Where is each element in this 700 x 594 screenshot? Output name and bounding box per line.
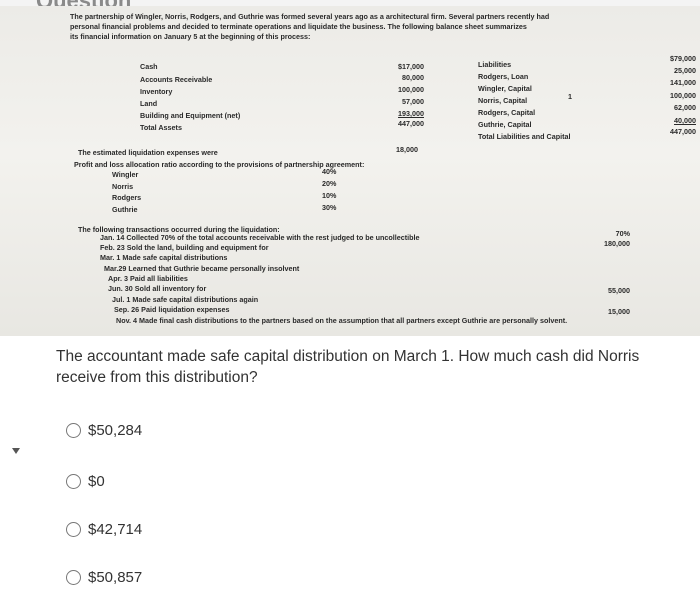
transaction-value-0: 70%: [615, 229, 630, 238]
liab-value-5: 40,000: [674, 116, 696, 125]
asset-label-5: Total Assets: [140, 123, 182, 132]
liab-label-1: Rodgers, Loan: [478, 72, 529, 81]
liab-label-4: Rodgers, Capital: [478, 108, 536, 117]
ratio-pct-2: 10%: [322, 191, 337, 200]
transactions-label: The following transactions occurred during the liquidation:: [78, 225, 280, 234]
liab-label-5: Guthrie, Capital: [478, 120, 532, 129]
ratio-name-0: Wingler: [112, 170, 139, 179]
transaction-value-1: 180,000: [604, 239, 630, 248]
liab-value-0: $79,000: [670, 54, 696, 63]
liab-label-0: Liabilities: [478, 60, 512, 69]
ratio-label: Profit and loss allocation ratio according to the provisions of partnership agreement:: [74, 160, 365, 169]
transaction-value-5: 55,000: [608, 286, 630, 295]
transaction-3: Mar.29 Learned that Guthrie became personally insolvent: [104, 264, 300, 273]
expenses-value: 18,000: [396, 145, 418, 154]
asset-label-0: Cash: [140, 62, 158, 71]
transaction-5: Jun. 30 Sold all inventory for: [108, 284, 207, 293]
intro-line-3: its financial information on January 5 at the beginning of this process:: [70, 32, 311, 41]
question-text: The accountant made safe capital distribution on March 1. How much cash did Norris receive from this distribution?: [56, 348, 640, 386]
radio-circle-icon[interactable]: [66, 570, 81, 585]
transaction-1: Feb. 23 Sold the land, building and equipment for: [100, 243, 269, 252]
ratio-pct-1: 20%: [322, 179, 337, 188]
intro-line-2: personal financial problems and decided to terminate operations and liquidate the business. The following balance sheet summarizes: [70, 22, 527, 31]
stray-mark: 1: [568, 92, 572, 101]
asset-value-2: 100,000: [398, 85, 424, 94]
expenses-label: The estimated liquidation expenses were: [78, 148, 218, 157]
radio-circle-icon[interactable]: [66, 522, 81, 537]
liab-value-4: 62,000: [674, 103, 696, 112]
liab-value-2: 141,000: [670, 78, 696, 87]
asset-value-3: 57,000: [402, 97, 424, 106]
choice-label: $50,284: [88, 422, 143, 439]
choice-label: $50,857: [88, 569, 143, 586]
transaction-8: Nov. 4 Made final cash distributions to the partners based on the assumption that all partners except Guthrie are personally solvent.: [116, 316, 568, 325]
liab-value-6: 447,000: [670, 127, 696, 136]
choice-label: $0: [88, 473, 105, 490]
problem-photo: [0, 6, 700, 336]
radio-circle-icon[interactable]: [66, 474, 81, 489]
asset-value-4: 193,000: [398, 109, 424, 118]
choice-1[interactable]: [66, 422, 142, 439]
asset-value-0: $17,000: [398, 62, 424, 71]
collapse-arrow-icon[interactable]: [12, 448, 20, 454]
ratio-name-3: Guthrie: [112, 205, 138, 214]
liab-value-1: 25,000: [674, 66, 696, 75]
ratio-pct-0: 40%: [322, 167, 337, 176]
asset-label-1: Accounts Receivable: [140, 75, 213, 84]
choice-2[interactable]: [66, 473, 105, 490]
intro-line-1: The partnership of Wingler, Norris, Rodgers, and Guthrie was formed several years ago as a architectural firm. Several partners recently had: [70, 12, 550, 21]
choice-label: $42,714: [88, 521, 143, 538]
liab-label-6: Total Liabilities and Capital: [478, 132, 571, 141]
asset-value-5: 447,000: [398, 119, 424, 128]
asset-label-4: Building and Equipment (net): [140, 111, 241, 120]
transaction-7: Sep. 26 Paid liquidation expenses: [114, 305, 230, 314]
choice-3[interactable]: [66, 521, 142, 538]
liab-value-3: 100,000: [670, 91, 696, 100]
radio-circle-icon[interactable]: [66, 423, 81, 438]
choice-4[interactable]: [66, 569, 142, 586]
transaction-2: Mar. 1 Made safe capital distributions: [100, 253, 228, 262]
liab-label-3: Norris, Capital: [478, 96, 528, 105]
asset-value-1: 80,000: [402, 73, 424, 82]
ratio-pct-3: 30%: [322, 203, 337, 212]
asset-label-2: Inventory: [140, 87, 173, 96]
ratio-name-2: Rodgers: [112, 193, 142, 202]
ratio-name-1: Norris: [112, 182, 134, 191]
transaction-6: Jul. 1 Made safe capital distributions again: [112, 295, 259, 304]
transaction-0: Jan. 14 Collected 70% of the total accounts receivable with the rest judged to be uncollectible: [100, 233, 420, 242]
transaction-4: Apr. 3 Paid all liabilities: [108, 274, 188, 283]
transaction-value-7: 15,000: [608, 307, 630, 316]
asset-label-3: Land: [140, 99, 158, 108]
liab-label-2: Wingler, Capital: [478, 84, 532, 93]
